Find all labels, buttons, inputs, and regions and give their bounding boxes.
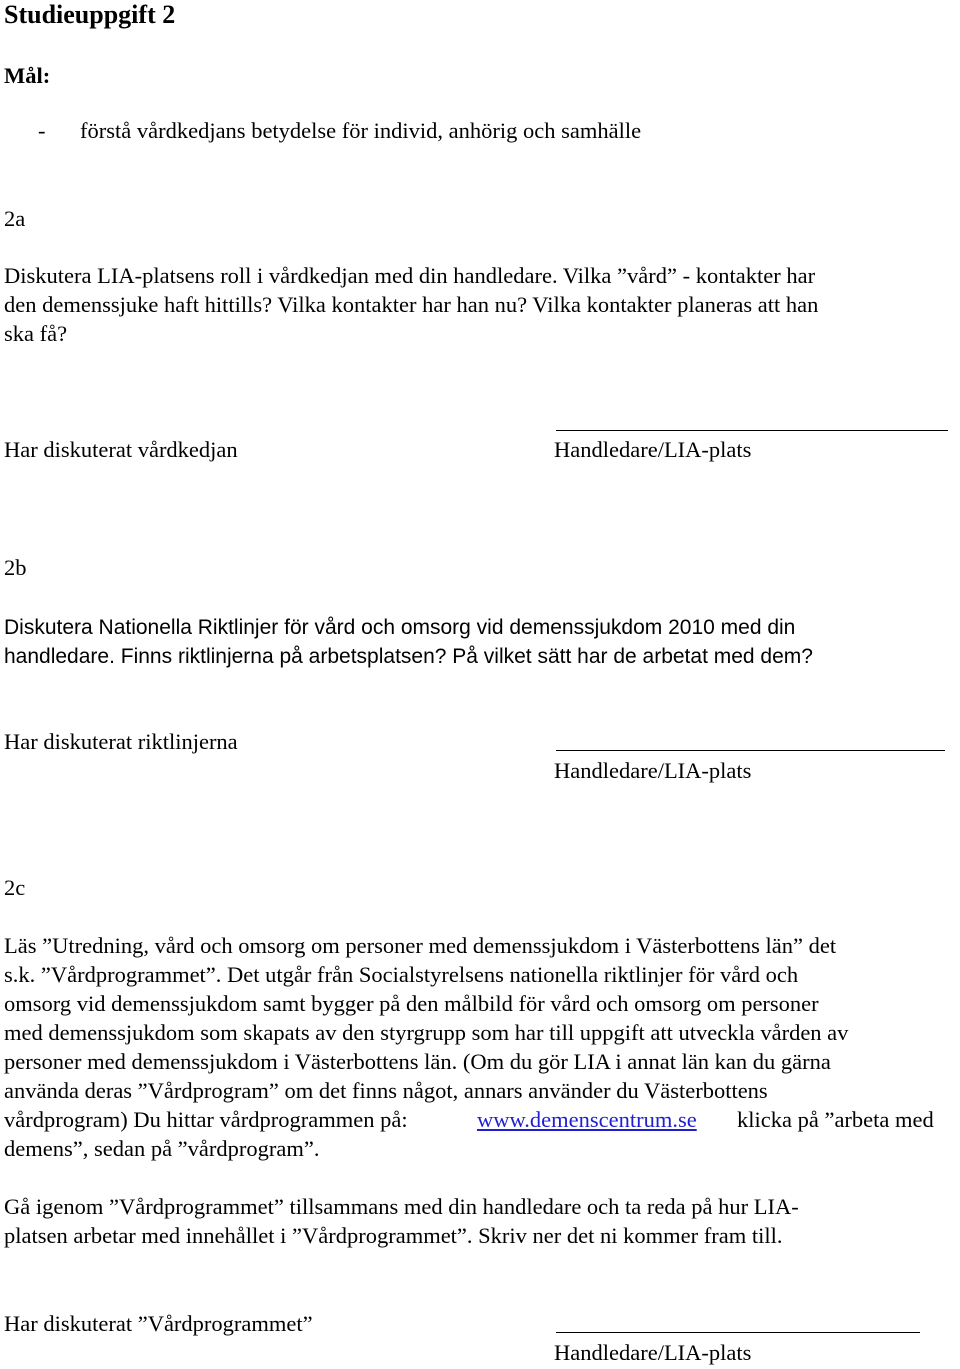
section-2c-text-line-5: personer med demenssjukdom i Västerbottens län. (Om du gör LIA i annat län kan du gärna (4, 1049, 831, 1074)
section-2c-label: 2c (4, 875, 26, 900)
section-2c-text-line-4: med demenssjukdom som skapats av den styrgrupp som har till uppgift att utveckla vården av (4, 1020, 849, 1045)
section-2c-text-line-7-start: vårdprogram) Du hittar vårdprogrammen på: (4, 1107, 408, 1132)
section-2a-text-line-1: Diskutera LIA-platsens roll i vårdkedjan med din handledare. Vilka ”vård” - kontakter har (4, 263, 816, 288)
section-2b-label: 2b (4, 555, 27, 580)
demenscentrum-link[interactable]: www.demenscentrum.se (477, 1107, 697, 1132)
section-2c-paragraph-2-line-2: platsen arbetar med innehållet i ”Vårdprogrammet”. Skriv ner det ni kommer fram till. (4, 1223, 783, 1248)
goal-heading: Mål: (4, 63, 51, 88)
section-2c-text-line-8: demens”, sedan på ”vårdprogram”. (4, 1136, 320, 1161)
goal-item: förstå vårdkedjans betydelse för individ, anhörig och samhälle (80, 118, 642, 143)
section-2a-signature-caption: Handledare/LIA-plats (554, 437, 752, 462)
section-2b-text-line-1: Diskutera Nationella Riktlinjer för vård och omsorg vid demenssjukdom 2010 med din (4, 616, 796, 639)
section-2a-label: 2a (4, 206, 26, 231)
section-2a-text-line-2: den demenssjuke haft hittills? Vilka kontakter har han nu? Vilka kontakter planeras att han (4, 292, 819, 317)
section-2b-discussed-label: Har diskuterat riktlinjerna (4, 729, 238, 754)
section-2b-text-line-2: handledare. Finns riktlinjerna på arbetsplatsen? På vilket sätt har de arbetat med dem? (4, 645, 813, 668)
goal-bullet-dash: - (38, 118, 46, 143)
section-2c-discussed-label: Har diskuterat ”Vårdprogrammet” (4, 1311, 313, 1336)
page-title: Studieuppgift 2 (4, 0, 176, 29)
section-2a-text-line-3: ska få? (4, 321, 68, 346)
section-2c-text-line-2: s.k. ”Vårdprogrammet”. Det utgår från Socialstyrelsens nationella riktlinjer för vård och (4, 962, 799, 987)
section-2c-text-line-7-end: klicka på ”arbeta med (737, 1107, 934, 1132)
section-2c-text-line-1: Läs ”Utredning, vård och omsorg om personer med demenssjukdom i Västerbottens län” det (4, 933, 837, 958)
section-2c-paragraph-2-line-1: Gå igenom ”Vårdprogrammet” tillsammans med din handledare och ta reda på hur LIA- (4, 1194, 799, 1219)
section-2b-signature-caption: Handledare/LIA-plats (554, 758, 752, 783)
section-2a-discussed-label: Har diskuterat vårdkedjan (4, 437, 238, 462)
section-2c-signature-line[interactable] (556, 1332, 920, 1333)
section-2c-text-line-6: använda deras ”Vårdprogram” om det finns något, annars använder du Västerbottens (4, 1078, 768, 1103)
section-2c-signature-caption: Handledare/LIA-plats (554, 1340, 752, 1365)
section-2a-signature-line[interactable] (556, 430, 948, 431)
section-2b-signature-line[interactable] (556, 750, 945, 751)
section-2c-text-line-3: omsorg vid demenssjukdom samt bygger på den målbild för vård och omsorg om personer (4, 991, 819, 1016)
